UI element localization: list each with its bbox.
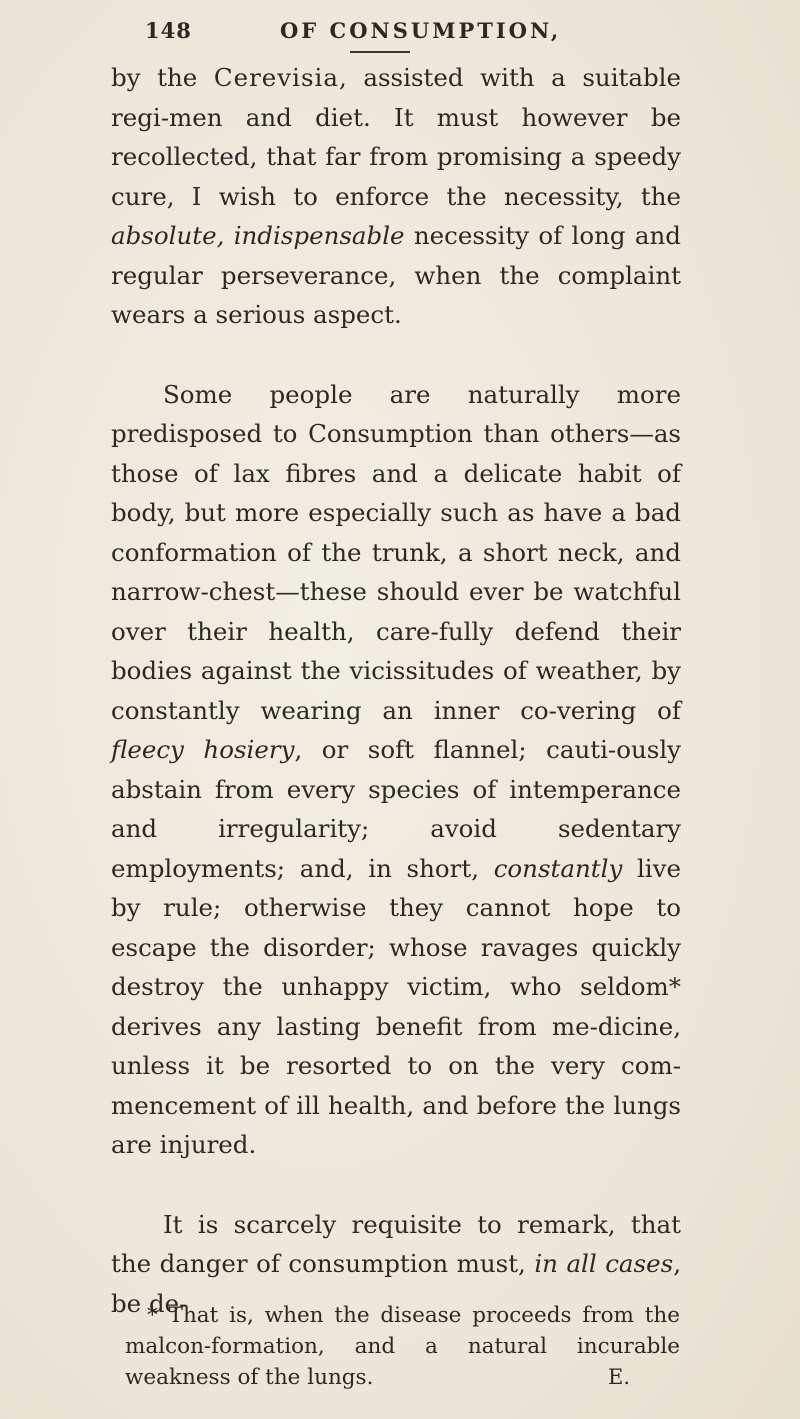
p1-smallcaps-cerevisia: Cerevisia bbox=[213, 63, 339, 92]
body-text bbox=[111, 58, 681, 1323]
paragraph-1 bbox=[111, 58, 681, 335]
p2-text-1: Some people are naturally more predisposed to Consumption than others—as those of lax fibres and a delicate habit of body, but more especially such as have a bad conformation of the trunk, a short neck, and narrow-chest—these should ever be watchful over their health, care-fully defend their bodies against the vicissitudes of weather, by constantly wearing an inner co-vering of bbox=[111, 379, 681, 725]
p2-text-3: live by rule; otherwise they cannot hope to escape the disorder; whose ravages quickly destroy the unhappy victim, who seldom* derives any lasting benefit from me-dicine, unless it be resorted to on the very com-mencement of ill health, and before the lungs are injured. bbox=[111, 853, 681, 1159]
running-head: OF CONSUMPTION, bbox=[280, 18, 562, 43]
p1-text-2: , assisted with a suitable regi-men and diet. It must however be recollected, that far from promising a speedy cure, I wish to enforce the necessity, the bbox=[111, 63, 681, 211]
p2-text-2: , or soft flannel; cauti-ously abstain from every species of intemperance and irregularity; avoid sedentary employments; and, in short, bbox=[111, 735, 681, 883]
header-rule bbox=[350, 51, 410, 53]
p1-text-1: by the bbox=[111, 63, 214, 92]
p3-text-2: , be de- bbox=[111, 1249, 681, 1318]
p3-italic-in-all-cases: in all cases bbox=[534, 1249, 674, 1278]
page-header bbox=[145, 18, 705, 58]
p2-italic-constantly: constantly bbox=[493, 853, 623, 883]
footnote: * That is, when the disease proceeds from the malcon-formation, and a natural incurable weakness of the lungs. bbox=[125, 1303, 680, 1390]
paragraph-2 bbox=[111, 375, 681, 1165]
p1-text-3: necessity of long and regular perseverance, when the complaint wears a serious aspect. bbox=[111, 221, 681, 329]
p1-italic-emphasis: absolute, indispensable bbox=[111, 221, 405, 250]
signature-mark: E. bbox=[608, 1365, 631, 1389]
p2-italic-fleecy-hosiery: fleecy hosiery bbox=[111, 735, 295, 764]
p3-text-1: It is scarcely requisite to remark, that the danger of consumption must, bbox=[111, 1209, 681, 1278]
page-number: 148 bbox=[145, 18, 192, 43]
